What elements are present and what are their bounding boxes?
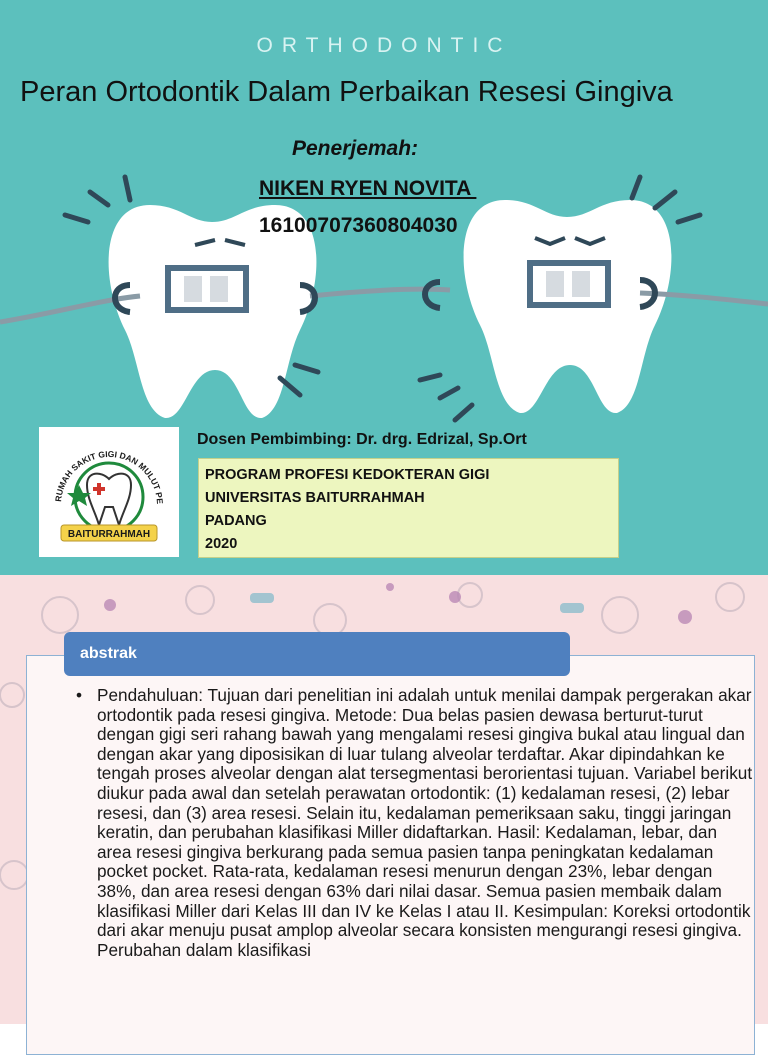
institution-line: PROGRAM PROFESI KEDOKTERAN GIGI [205,467,490,483]
translator-name: NIKEN RYEN NOVITA [259,177,477,200]
institution-line: PADANG [205,513,267,529]
abstract-heading: abstrak [64,632,570,676]
translator-label: Penerjemah: [292,137,419,160]
right-bracket-icon [530,263,608,305]
logo-arc-text: RUMAH SAKIT GIGI DAN MULUT PE [53,448,166,505]
institution-box [198,458,619,558]
supervisor-line: Dosen Pembimbing: Dr. drg. Edrizal, Sp.Ort [197,431,527,448]
slide-title: Peran Ortodontik Dalam Perbaikan Resesi Gingiva [20,76,673,108]
translator-id: 16100707360804030 [259,214,458,237]
abstract-body [76,686,756,960]
institution-line: 2020 [205,536,238,552]
logo-ribbon-text: BAITURRAHMAH [67,529,151,540]
brand-heading: ORTHODONTIC [256,34,512,57]
hospital-logo [39,427,179,557]
institution-line: UNIVERSITAS BAITURRAHMAH [205,490,425,506]
abstract-paragraph: Pendahuluan: Tujuan dari penelitian ini adalah untuk menilai dampak pergerakan akar ortodontik pada resesi gingiva. Metode: Dua belas pasien dewasa berturut-turut dengan gigi seri rahang bawah yang mengalami resesi gingiva bukal atau lingual dan dengan akar yang diposisikan di luar tulang alveolar terdaftar. Akar dipindahkan ke tengah proses alveolar dengan alat tersegmentasi berorientasi tujuan. Variabel berikut diukur pada awal dan setelah perawatan ortodontik: (1) kedalaman resesi, (2) lebar resesi, dan (3) area resesi. Selain itu, kedalaman pemeriksaan saku, tinggi jaringan keratin, dan perubahan klasifikasi Miller didaftarkan. Hasil: Kedalaman, lebar, dan area resesi gingiva berkurang pada semua pasien tanpa peningkatan kedalaman pocket pocket. Rata-rata, kedalaman resesi menurun dengan 23%, lebar dengan 38%, dan area resesi dengan 63% dari nilai dasar. Semua pasien membaik dalam klasifikasi Miller dari Kelas III dan IV ke Kelas I atau II. Kesimpulan: Koreksi ortodontik dari akar menuju pusat amplop alveolar secara konsisten mengurangi resesi gingiva. Perubahan dalam klasifikasi [97,685,753,960]
bullet-icon: • [76,685,83,705]
left-bracket-icon [168,268,246,310]
wire-middle [310,289,450,296]
logo-emblem-icon [39,427,179,557]
